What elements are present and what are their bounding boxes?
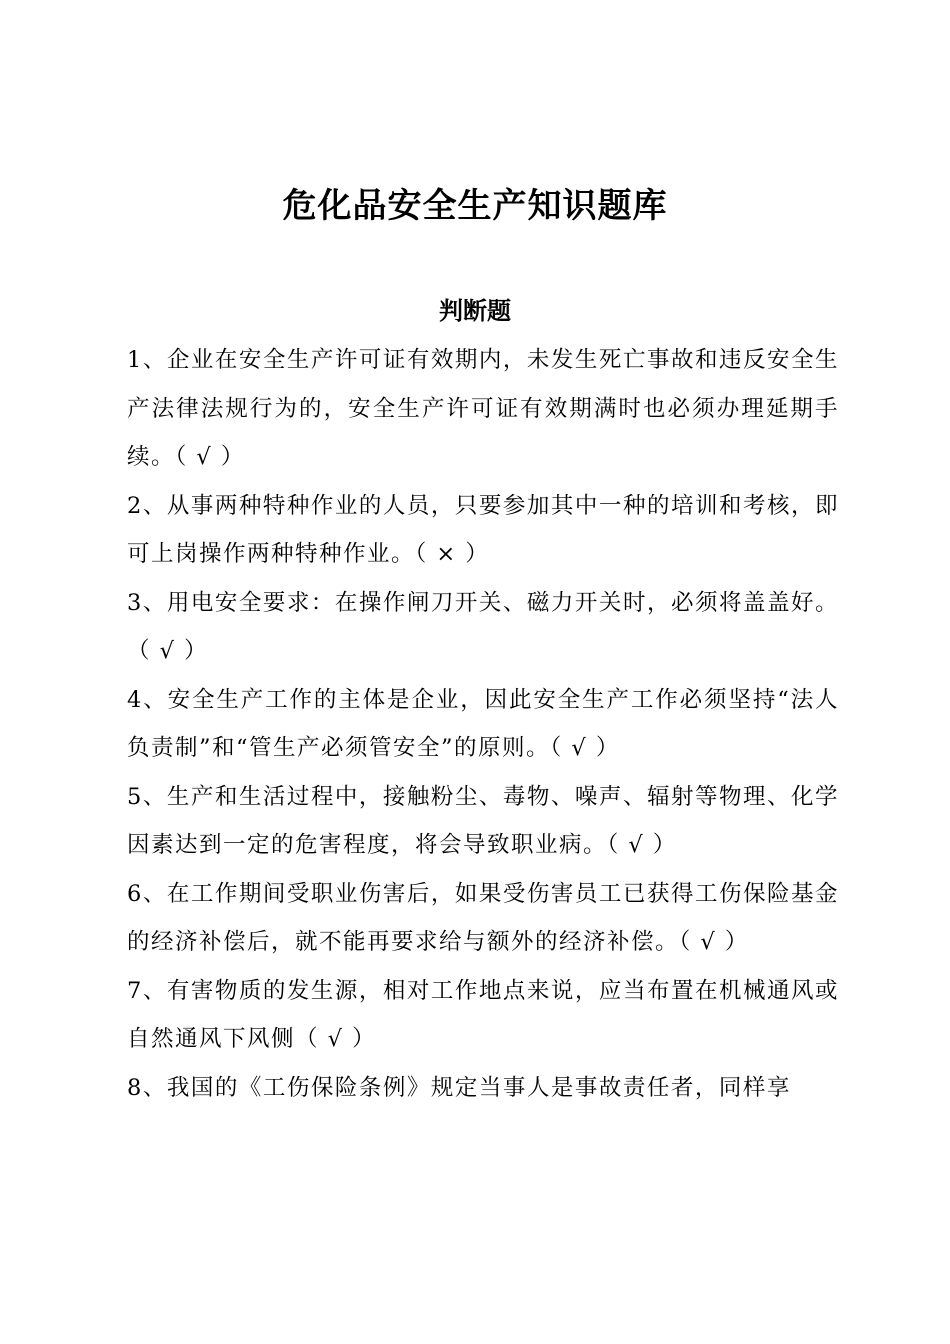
document-title: 危化品安全生产知识题库 [282,186,668,226]
question-item: 2、从事两种特种作业的人员，只要参加其中一种的培训和考核，即可上岗操作两种特种作业。（ × ） [127,492,839,567]
question-item: 3、用电安全要求：在操作闸刀开关、磁力开关时，必须将盖盖好。（ √ ） [127,589,839,664]
question-item: 7、有害物质的发生源，相对工作地点来说，应当布置在机械通风或自然通风下风侧（ √ ） [127,977,839,1052]
question-item: 6、在工作期间受职业伤害后，如果受伤害员工已获得工伤保险基金的经济补偿后，就不能再要求给与额外的经济补偿。（ √ ） [127,880,839,955]
question-item: 5、生产和生活过程中，接触粉尘、毒物、噪声、辐射等物理、化学因素达到一定的危害程度，将会导致职业病。（ √ ） [127,783,839,858]
question-item: 8、我国的《工伤保险条例》规定当事人是事故责任者，同样享 [127,1074,791,1101]
section-title: 判断题 [439,296,511,325]
question-item: 4、安全生产工作的主体是企业，因此安全生产工作必须坚持“法人负责制”和“管生产必须管安全”的原则。（ √ ） [127,686,839,761]
question-list [127,336,839,1112]
question-item: 1、企业在安全生产许可证有效期内，未发生死亡事故和违反安全生产法律法规行为的，安全生产许可证有效期满时也必须办理延期手续。（ √ ） [127,347,839,470]
